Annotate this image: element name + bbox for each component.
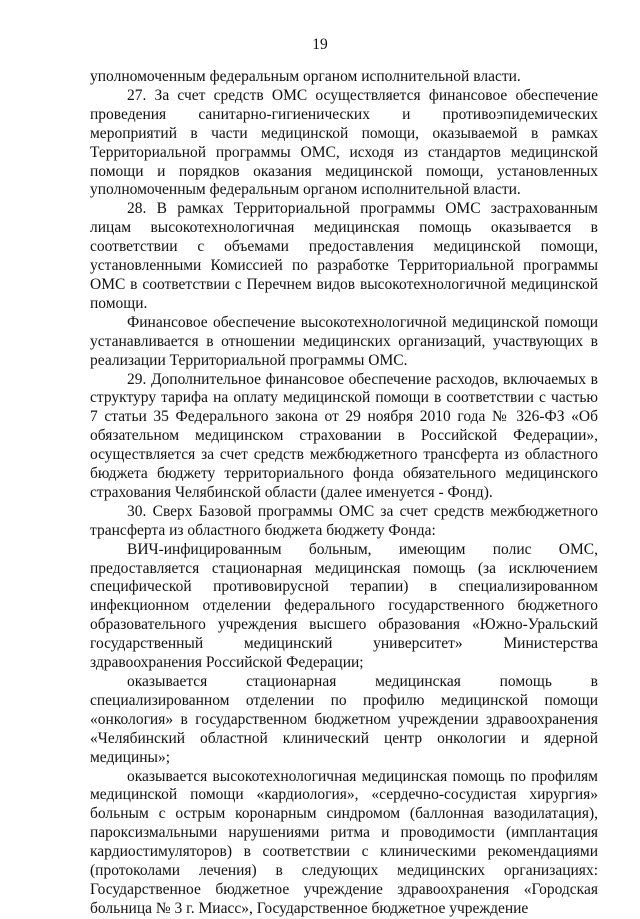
- paragraph-item-27: 27. За счет средств ОМС осуществляется финансовое обеспечение проведения санитарно-гигиенических и противоэпидемических мероприятий в части медицинской помощи, оказываемой в рамках Территориальной программы ОМС, исходя из стандартов медицинской помощи и порядков оказания медицинской помощи, установленных уполномоченным федеральным органом исполнительной власти.: [90, 86, 598, 199]
- paragraph-item-29: 29. Дополнительное финансовое обеспечение расходов, включаемых в структуру тарифа на оплату медицинской помощи в соответствии с частью 7 статьи 35 Федерального закона от 29 ноября 2010 года № 326-ФЗ «Об обязательном медицинском страховании в Российской Федерации», осуществляется за счет средств межбюджетного трансферта из областного бюджета бюджету территориального фонда обязательного медицинского страхования Челябинской области (далее именуется - Фонд).: [90, 370, 598, 501]
- paragraph-item-30: 30. Сверх Базовой программы ОМС за счет средств межбюджетного трансферта из областного бюджета бюджету Фонда:: [90, 502, 598, 539]
- paragraph-hi-tech-financing: Финансовое обеспечение высокотехнологичной медицинской помощи устанавливается в отношении медицинских организаций, участвующих в реализации Территориальной программы ОМС.: [90, 313, 598, 369]
- paragraph-continuation: уполномоченным федеральным органом исполнительной власти.: [90, 68, 521, 85]
- paragraph-oncology-care: оказывается стационарная медицинская помощь в специализированном отделении по профилю медицинской помощи «онкология» в государственном бюджетном учреждении здравоохранения «Челябинский областной клинический центр онкологии и ядерной медицины»;: [90, 673, 598, 766]
- paragraph-cardiology-care: оказывается высокотехнологичная медицинская помощь по профилям медицинской помощи «кардиология», «сердечно-сосудистая хирургия» больным с острым коронарным синдромом (баллонная вазодилатация), пароксизмальными нарушениями ритма и проводимости (имплантация кардиостимуляторов) в соответствии с клиническими рекомендациями (протоколами лечения) в следующих медицинских организациях: Государственное бюджетное учреждение здравоохранения «Городская больница № 3 г. Миасс», Государственное бюджетное учреждение: [90, 767, 598, 917]
- page-number: 19: [312, 36, 328, 53]
- document-body: [90, 68, 598, 919]
- paragraph-item-28: 28. В рамках Территориальной программы ОМС застрахованным лицам высокотехнологичная медицинская помощь оказывается в соответствии с объемами предоставления медицинской помощи, установленными Комиссией по разработке Территориальной программы ОМС в соответствии с Перечнем видов высокотехнологичной медицинской помощи.: [90, 200, 598, 312]
- paragraph-hiv-care: ВИЧ-инфицированным больным, имеющим полис ОМС, предоставляется стационарная медицинская помощь (за исключением специфической противовирусной терапии) в специализированном инфекционном отделении федерального государственного бюджетного образовательного учреждения высшего образования «Южно-Уральский государственный медицинский университет» Министерства здравоохранения Российской Федерации;: [90, 540, 598, 672]
